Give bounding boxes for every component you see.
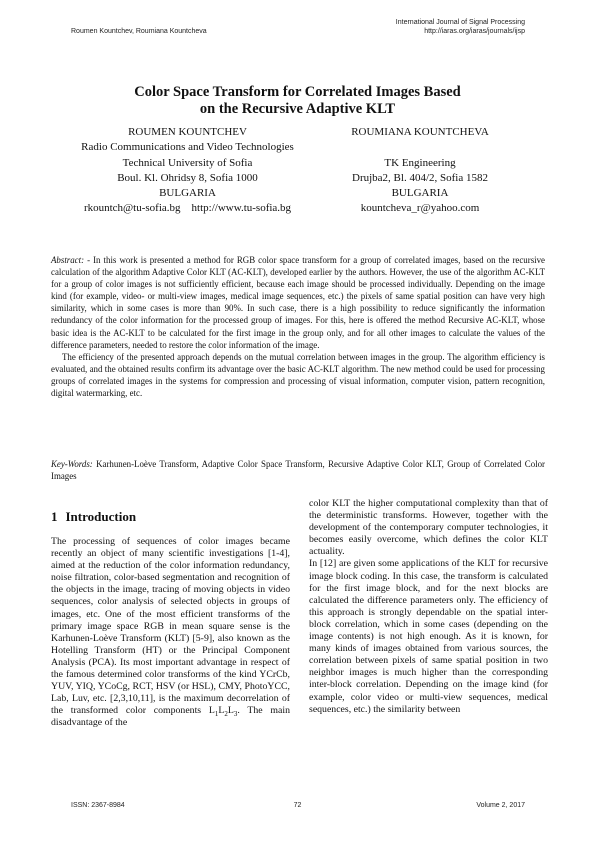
author-name: ROUMIANA KOUNTCHEVA [351, 126, 489, 138]
author-spacer [300, 140, 540, 155]
author-organization: TK Engineering [384, 156, 456, 169]
left-column [51, 536, 290, 730]
running-header-journal [396, 18, 525, 36]
right-column [309, 498, 548, 716]
intro-paragraph-2: color KLT the higher computational complexity than that of the deterministic transforms. However, together with the development of the contemporary computer technologies, it becomes easily overcome, which defines the color KLT actuality. [309, 498, 548, 558]
subscript: 1 [214, 710, 219, 719]
intro-text: L [218, 705, 225, 717]
footer-issn: ISSN: 2367-8984 [71, 802, 125, 809]
keywords-label: Key-Words: [51, 459, 93, 469]
title-line-1: Color Space Transform for Correlated Images Based [134, 84, 461, 100]
keywords-text: Karhunen-Loève Transform, Adaptive Color Space Transform, Recursive Adaptive Color KLT, Group of Correlated Color Images [51, 459, 545, 482]
footer-volume: Volume 2, 2017 [476, 802, 525, 809]
journal-name: International Journal of Signal Processing [395, 19, 525, 26]
author-address: Boul. Kl. Ohridsy 8, Sofia 1000 [117, 171, 258, 184]
author-contact [60, 201, 315, 216]
author-organization: Technical University of Sofia [122, 156, 253, 169]
abstract-label: Abstract: [51, 255, 85, 265]
subscript: 3 [233, 710, 238, 719]
intro-text: L [227, 705, 234, 717]
abstract-paragraph-2: The efficiency of the presented approach depends on the mutual correlation between images in the group. The algorithm efficiency is evaluated, and the obtained results confirm its advantage over the basic AC-KLT algorithm. The new method could be used for processing groups of correlated images in the systems for compression and processing of visual information, computer vision, pattern recognition, digital watermarking, etc. [51, 351, 545, 399]
intro-text: . The main disadvantage of the [51, 705, 290, 729]
title-line-2: on the Recursive Adaptive KLT [199, 101, 396, 117]
author-email[interactable]: kountcheva_r@yahoo.com [360, 202, 480, 215]
author-country: BULGARIA [159, 187, 216, 200]
keywords [51, 458, 545, 482]
section-number: 1 [51, 509, 58, 524]
author-block-2 [300, 125, 540, 217]
paper-title [60, 84, 535, 118]
journal-url[interactable]: http://iaras.org/iaras/journals/ijsp [424, 28, 525, 35]
subscript: 2 [224, 710, 228, 719]
intro-paragraph-3: In [12] are given some applications of the KLT for recursive image block coding. In this case, the transform is calculated for the first image block, and for the next blocks are calculated the difference parameters only. The efficiency of this approach is strongly dependable on the spatial inter-block correlation, which in some cases (depending on the image contents) is not high enough. As it is known, for many kinds of images obtained from various sources, the correlation between pixels of same spatial position in two neighbor images is much higher than the corresponding inter-block correlation. Depending on the image kind (for example, color video or multi-view sequences, medical sequences, etc.) the similarity between [309, 558, 548, 715]
abstract-paragraph-1 [51, 254, 545, 351]
author-name: ROUMEN KOUNTCHEV [128, 126, 247, 138]
author-address: Drujba2, Bl. 404/2, Sofia 1582 [352, 171, 488, 184]
abstract-text-1: - In this work is presented a method for RGB color space transform for a group of correlated images, based on the recursive calculation of the algorithm Adaptive Color KLT (AC-KLT), developed earlier by the authors. However, the use of the algorithm AC-KLT for a group of color images is not sufficiently efficient, because each image should be processed individually. Depending on the image kind (for example, video- or multi-view images, medical image sequences, etc.) the pixels of same spatial position can have very high similarity, which in some cases is more than 90%. In such case, there is a high possibility to reduce significantly the information redundancy of the color information for the processed group of images. For this, here is offered the method Recursive AC-KLT, whose basic idea is the AC-KLT to be calculated for the first image in the group only, and for all other images to calculate the values of the difference parameters, needed to restore the color information of the image. [51, 255, 545, 350]
running-header-authors: Roumen Kountchev, Roumiana Kountcheva [71, 28, 207, 35]
section-title: Introduction [65, 509, 137, 524]
intro-text: The processing of sequences of color images became recently an object of many scientific investigations [1-4], aimed at the reduction of the color information redundancy, noise filtration, color-based segmentation and recognition of the objects in the image, tracing of moving objects in video sequences, color analysis of selected objects in groups of images, etc. One of the most efficient transforms of the primary image space RGB in mean square sense is the Karhunen-Loève Transform (KLT) [5-9], also known as the Hotelling Transform (HT) or the Principal Component Analysis (PCA). Its most important advantage in respect of the famous determined color transforms of the kind YCrCb, YUV, YIQ, YCoCg, RCT, HSV (or HSL), CMY, PhotoYCC, Lab, Luv, etc. [2,3,10,11], is the maximum decorrelation of the transformed color components L [51, 536, 290, 717]
abstract [51, 254, 545, 399]
author-email[interactable]: rkountch@tu-sofia.bg [83, 202, 181, 215]
author-country: BULGARIA [391, 187, 449, 200]
author-website[interactable]: http://www.tu-sofia.bg [191, 202, 292, 215]
author-block-1 [60, 125, 315, 217]
author-department: Radio Communications and Video Technologies [81, 141, 294, 154]
footer-page-number: 72 [293, 802, 302, 809]
section-heading [51, 509, 136, 525]
intro-paragraph-1 [51, 536, 290, 730]
